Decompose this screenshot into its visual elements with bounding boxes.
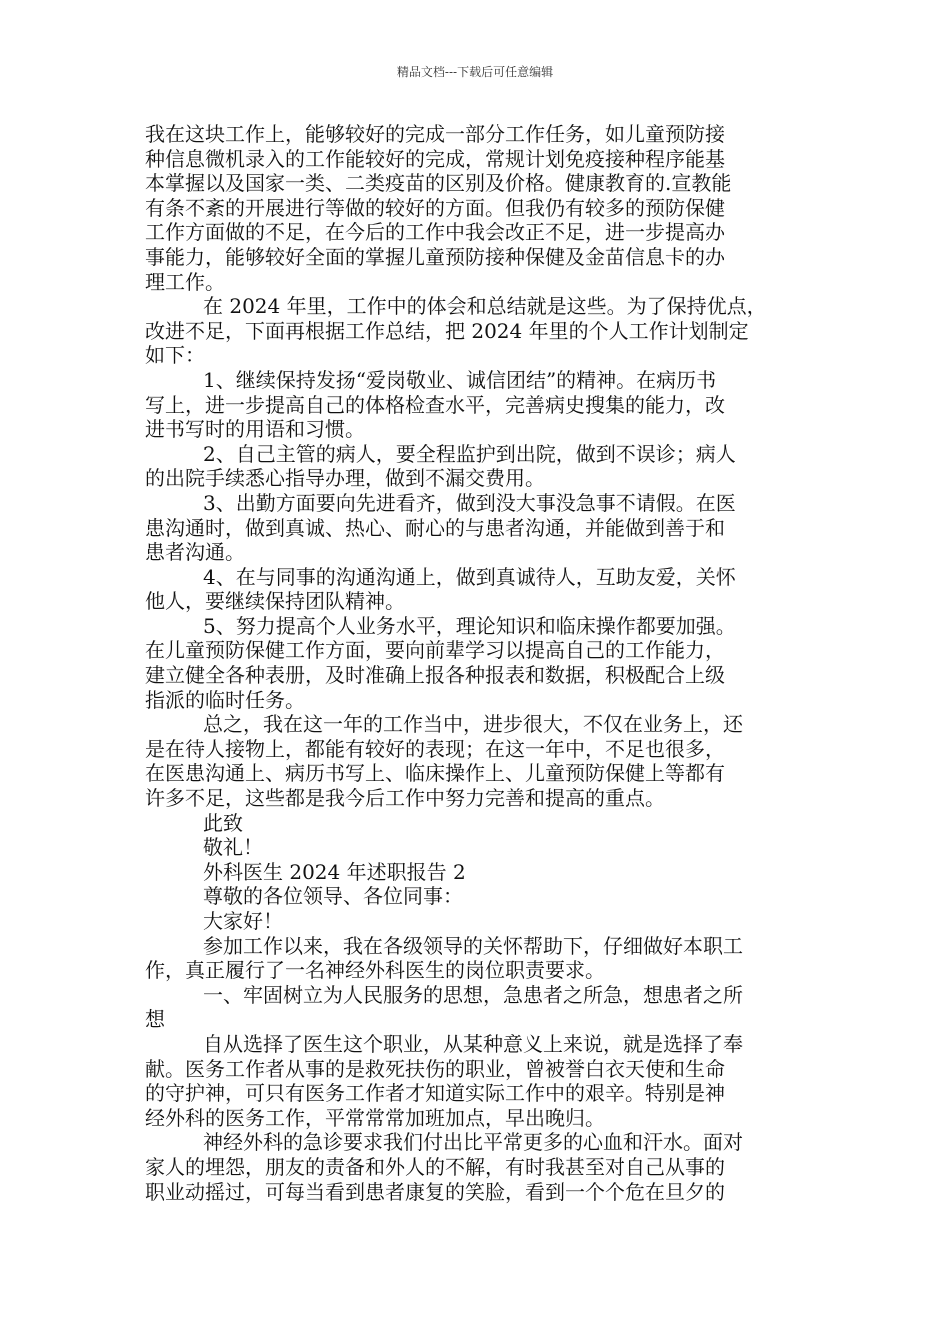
text-line: 经外科的医务工作，平常常常加班加点，早出晚归。 [145, 1105, 605, 1130]
text-line: 他人，要继续保持团队精神。 [145, 589, 405, 614]
text-line: 总之，我在这一年的工作当中，进步很大，不仅在业务上，还 [203, 712, 743, 737]
text-line: 想 [145, 1007, 165, 1032]
text-line: 患者沟通。 [145, 540, 245, 565]
text-line: 自从选择了医生这个职业，从某种意义上来说，就是选择了奉 [203, 1031, 743, 1056]
text-line: 本掌握以及国家一类、二类疫苗的区别及价格。健康教育的.宣教能 [145, 171, 732, 196]
text-line: 许多不足，这些都是我今后工作中努力完善和提高的重点。 [145, 786, 665, 811]
text-line: 尊敬的各位领导、各位同事： [203, 884, 463, 909]
text-line: 4、在与同事的沟通沟通上，做到真诚待人，互助友爱，关怀 [203, 564, 736, 589]
text-line: 的出院手续悉心指导办理，做到不漏交费用。 [145, 466, 545, 491]
text-line: 职业动摇过，可每当看到患者康复的笑脸，看到一个个危在旦夕的 [145, 1179, 725, 1204]
text-line: 指派的临时任务。 [145, 687, 305, 712]
text-line: 患沟通时，做到真诚、热心、耐心的与患者沟通，并能做到善于和 [145, 515, 725, 540]
text-line: 3、出勤方面要向先进看齐，做到没大事没急事不请假。在医 [203, 490, 736, 515]
text-line: 一、牢固树立为人民服务的思想，急患者之所急，想患者之所 [203, 982, 743, 1007]
text-line: 的守护神，可只有医务工作者才知道实际工作中的艰辛。特别是神 [145, 1081, 725, 1106]
page-header: 精品文档---下载后可任意编辑 [396, 65, 554, 79]
text-line: 大家好！ [203, 909, 283, 933]
text-line: 理工作。 [145, 269, 225, 294]
text-line: 改进不足，下面再根据工作总结，把 2024 年里的个人工作计划制定 [145, 318, 749, 343]
text-line: 参加工作以来，我在各级领导的关怀帮助下，仔细做好本职工 [203, 933, 743, 958]
text-line: 进书写时的用语和习惯。 [145, 417, 365, 442]
text-line: 有条不紊的开展进行等做的较好的方面。但我仍有较多的预防保健 [145, 195, 725, 220]
text-line: 神经外科的急诊要求我们付出比平常更多的心血和汗水。面对 [203, 1130, 743, 1155]
text-line: 在医患沟通上、病历书写上、临床操作上、儿童预防保健上等都有 [145, 761, 725, 786]
text-line: 家人的埋怨，朋友的责备和外人的不解，有时我甚至对自己从事的 [145, 1154, 725, 1179]
text-line: 在 2024 年里，工作中的体会和总结就是这些。为了保持优点， [203, 294, 767, 319]
text-line: 建立健全各种表册，及时准确上报各种报表和数据，积极配合上级 [145, 663, 725, 688]
text-line: 在儿童预防保健工作方面，要向前辈学习以提高自己的工作能力， [145, 638, 725, 663]
text-line: 2、自己主管的病人，要全程监护到出院，做到不误诊；病人 [203, 441, 736, 466]
text-line: 工作方面做的不足，在今后的工作中我会改正不足，进一步提高办 [145, 220, 725, 245]
text-line: 如下： [145, 343, 205, 368]
text-line: 5、努力提高个人业务水平，理论知识和临床操作都要加强。 [203, 613, 736, 638]
section-title: 外科医生 2024 年述职报告 2 [203, 859, 466, 884]
text-line: 献。医务工作者从事的是救死扶伤的职业，曾被誉白衣天使和生命 [145, 1056, 725, 1081]
text-line: 我在这块工作上，能够较好的完成一部分工作任务，如儿童预防接 [145, 122, 725, 146]
text-line: 1、继续保持发扬“爱岗敬业、诚信团结”的精神。在病历书 [203, 367, 717, 392]
text-line: 作，真正履行了一名神经外科医生的岗位职责要求。 [145, 958, 605, 983]
text-line: 种信息微机录入的工作能较好的完成，常规计划免疫接种程序能基 [145, 146, 725, 171]
text-line: 是在待人接物上，都能有较好的表现；在这一年中，不足也很多， [145, 736, 725, 761]
text-line: 此致 [203, 810, 243, 835]
document-body [145, 122, 810, 1204]
text-line: 事能力，能够较好全面的掌握儿童预防接种保健及金苗信息卡的办 [145, 244, 725, 269]
text-line: 敬礼！ [203, 835, 263, 860]
text-line: 写上，进一步提高自己的体格检查水平，完善病史搜集的能力，改 [145, 392, 725, 417]
